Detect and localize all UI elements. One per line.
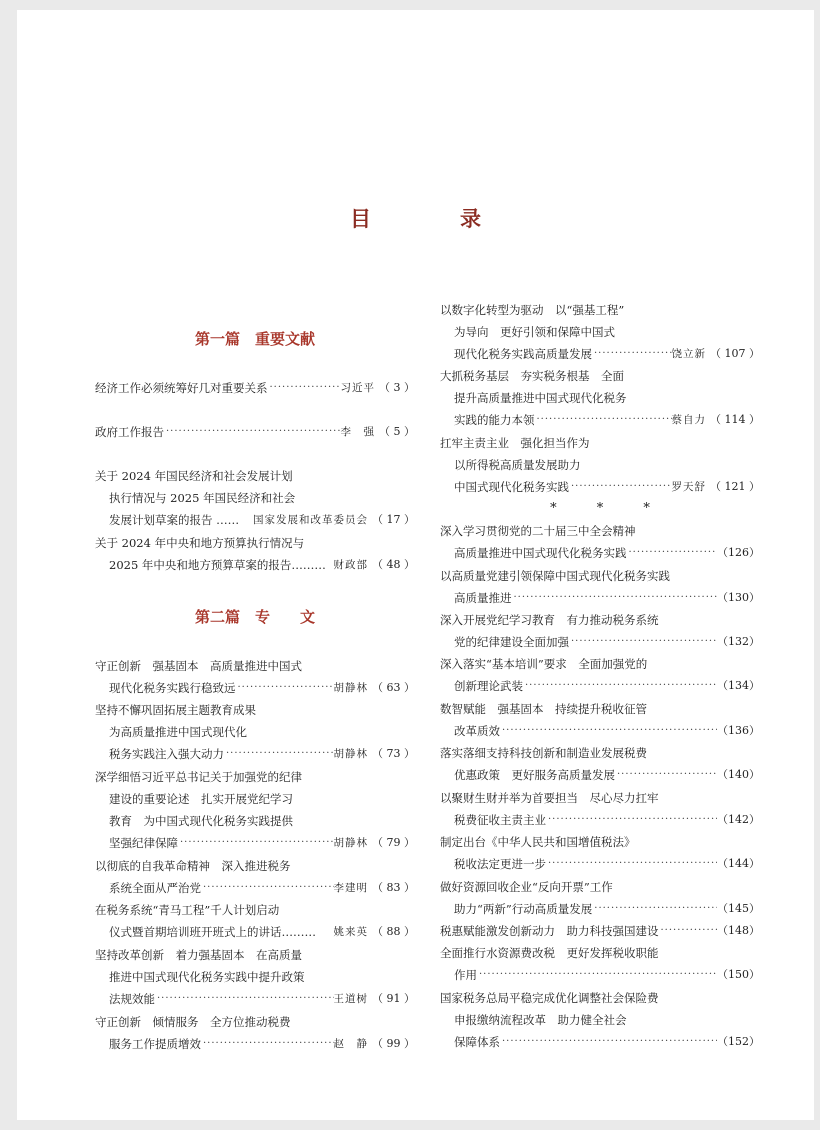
entry-title: 作用 (454, 968, 477, 982)
entry-title: 申报缴纳流程改革 助力健全社会 (454, 1013, 627, 1027)
toc-entry-line[interactable] (95, 900, 415, 920)
entry-title: 以所得税高质量发展助力 (454, 458, 581, 472)
toc-entry-line[interactable] (109, 555, 415, 575)
toc-entry-line[interactable] (109, 833, 415, 853)
entry-title: 关于 2024 年中央和地方预算执行情况与 (95, 536, 305, 550)
entry-title: 守正创新 倾情服务 全方位推动税费 (95, 1015, 291, 1029)
entry-title: 优惠政策 更好服务高质量发展 (454, 768, 615, 782)
entry-title: 数智赋能 强基固本 持续提升税收征管 (440, 702, 647, 716)
toc-entry-line[interactable] (95, 767, 415, 787)
entry-author: 胡静林 (333, 748, 368, 760)
section-heading: 第一篇 重要文献 (194, 330, 315, 348)
entry-title: 建设的重要论述 扎实开展党纪学习 (109, 792, 293, 806)
toc-entry-line[interactable] (440, 988, 760, 1008)
toc-entry-line[interactable] (109, 811, 415, 831)
toc-entry-line[interactable] (95, 856, 415, 876)
entry-title: 税费征收主责主业 (454, 813, 546, 827)
page-title: 目 录 (350, 206, 515, 231)
entry-page: （ 48 ） (372, 558, 415, 571)
entry-title: 坚持不懈巩固拓展主题教育成果 (95, 703, 256, 717)
toc-entry-line[interactable] (95, 700, 415, 720)
entry-page: （152） (717, 1035, 760, 1048)
toc-entry-line[interactable] (440, 788, 760, 808)
toc-entry-line[interactable] (109, 789, 415, 809)
toc-entry-line[interactable] (454, 543, 760, 563)
toc-entry-line[interactable] (454, 588, 760, 608)
entry-title: 创新理论武装 (454, 679, 523, 693)
toc-entry-line[interactable] (454, 854, 760, 874)
entry-title: 高质量推进中国式现代化税务实践 (454, 546, 627, 560)
toc-entry-line[interactable] (454, 322, 760, 342)
entry-page: （ 83 ） (372, 881, 415, 894)
entry-author: 李 强 (340, 426, 375, 438)
entry-title: 经济工作必须统筹好几对重要关系 (95, 381, 268, 395)
toc-entry[interactable] (95, 378, 415, 398)
toc-entry-line[interactable] (109, 722, 415, 742)
entry-title: 2025 年中央和地方预算草案的报告……… (109, 558, 326, 572)
toc-entry-line[interactable] (109, 678, 415, 698)
entry-author: 胡静林 (333, 837, 368, 849)
entry-page: （ 17 ） (372, 513, 415, 526)
toc-entry-line[interactable] (440, 610, 760, 630)
entry-title: 保障体系 (454, 1035, 500, 1049)
section-heading: 第二篇 专 文 (194, 608, 315, 626)
entry-page: （ 3 ） (379, 381, 415, 394)
toc-entry-line[interactable] (440, 433, 760, 453)
entry-title: 税务实践注入强大动力 (109, 747, 224, 761)
toc-entry-line[interactable] (109, 510, 415, 530)
toc-entry-line[interactable] (454, 765, 760, 785)
toc-entry-line[interactable] (440, 832, 760, 852)
toc-entry-line[interactable] (95, 656, 415, 676)
entry-title: 深入学习贯彻党的二十届三中全会精神 (440, 524, 636, 538)
toc-entry-line[interactable] (440, 566, 760, 586)
entry-title: 实践的能力本领 (454, 413, 535, 427)
entry-page: （145） (717, 902, 760, 915)
entry-title: 中国式现代化税务实践 (454, 480, 569, 494)
entry-page: （ 99 ） (372, 1037, 415, 1050)
entry-page: （134） (717, 679, 760, 692)
entry-author: 习近平 (340, 382, 375, 394)
entry-author: 国家发展和改革委员会 (253, 514, 368, 526)
entry-author: 胡静林 (333, 682, 368, 694)
entry-page: （ 5 ） (379, 425, 415, 438)
entry-author: 赵 静 (333, 1038, 368, 1050)
entry-title: 法规效能 (109, 992, 155, 1006)
toc-entry-line[interactable] (454, 1010, 760, 1030)
entry-title: 执行情况与 2025 年国民经济和社会 (109, 491, 296, 505)
entry-title: 高质量推进 (454, 591, 512, 605)
entry-title: 系统全面从严治党 (109, 881, 201, 895)
toc-entry-line[interactable] (454, 721, 760, 741)
separator-stars: * * * (550, 501, 650, 516)
entry-page: （144） (717, 857, 760, 870)
entry-page: （132） (717, 635, 760, 648)
entry-page: （ 91 ） (372, 992, 415, 1005)
entry-title: 在税务系统“青马工程”千人计划启动 (95, 903, 280, 917)
toc-entry-line[interactable] (109, 989, 415, 1009)
entry-title: 服务工作提质增效 (109, 1037, 201, 1051)
entry-title: 政府工作报告 (95, 425, 164, 439)
entry-title: 落实落细支持科技创新和制造业发展税费 (440, 746, 647, 760)
entry-title: 扛牢主责主业 强化担当作为 (440, 436, 590, 450)
entry-page: （150） (717, 968, 760, 981)
toc-entry-line[interactable] (440, 877, 760, 897)
toc-entry-line[interactable] (454, 388, 760, 408)
toc-entry-line[interactable] (454, 455, 760, 475)
entry-title: 提升高质量推进中国式现代化税务 (454, 391, 627, 405)
entry-title: 现代化税务实践行稳致远 (109, 681, 236, 695)
entry-title: 为导向 更好引领和保障中国式 (454, 325, 615, 339)
entry-author: 蔡自力 (671, 414, 706, 426)
entry-title: 税惠赋能激发创新动力 助力科技强国建设 (440, 924, 659, 938)
entry-author: 姚来英 (333, 926, 368, 938)
entry-page: （148） (717, 924, 760, 937)
entry-title: 守正创新 强基固本 高质量推进中国式 (95, 659, 302, 673)
toc-entry-line[interactable] (95, 533, 415, 553)
entry-page: （ 73 ） (372, 747, 415, 760)
toc-entry-line[interactable] (440, 521, 760, 541)
toc-entry-line[interactable] (440, 743, 760, 763)
document-page (17, 10, 814, 1120)
entry-title: 教育 为中国式现代化税务实践提供 (109, 814, 293, 828)
toc-entry-line[interactable] (454, 899, 760, 919)
entry-author: 李建明 (333, 882, 368, 894)
entry-title: 关于 2024 年国民经济和社会发展计划 (95, 469, 293, 483)
toc-entry-line[interactable] (109, 922, 415, 942)
entry-title: 助力“两新”行动高质量发展 (454, 902, 593, 916)
entry-title: 发展计划草案的报告 …… (109, 513, 240, 527)
entry-author: 饶立新 (671, 348, 706, 360)
toc-entry-line[interactable] (454, 676, 760, 696)
entry-title: 以高质量党建引领保障中国式现代化税务实践 (440, 569, 670, 583)
entry-title: 深学细悟习近平总书记关于加强党的纪律 (95, 770, 302, 784)
entry-page: （126） (717, 546, 760, 559)
entry-page: （ 63 ） (372, 681, 415, 694)
entry-title: 以彻底的自我革命精神 深入推进税务 (95, 859, 291, 873)
toc-entry-line[interactable] (454, 632, 760, 652)
entry-title: 国家税务总局平稳完成优化调整社会保险费 (440, 991, 659, 1005)
toc-entry[interactable] (95, 422, 415, 442)
toc-entry-line[interactable] (440, 943, 760, 963)
entry-title: 党的纪律建设全面加强 (454, 635, 569, 649)
entry-title: 坚持改革创新 着力强基固本 在高质量 (95, 948, 302, 962)
entry-title: 推进中国式现代化税务实践中提升政策 (109, 970, 305, 984)
entry-title: 全面推行水资源费改税 更好发挥税收职能 (440, 946, 659, 960)
entry-author: 王道树 (333, 993, 368, 1005)
entry-page: （ 121 ） (710, 480, 760, 493)
entry-page: （140） (717, 768, 760, 781)
entry-title: 以聚财生财并举为首要担当 尽心尽力扛牢 (440, 791, 659, 805)
toc-entry-line[interactable] (454, 410, 760, 430)
entry-author: 财政部 (333, 559, 368, 571)
entry-title: 做好资源回收企业“反向开票”工作 (440, 880, 613, 894)
entry-title: 税收法定更进一步 (454, 857, 546, 871)
entry-page: （ 114 ） (710, 413, 760, 426)
toc-entry-line[interactable] (109, 878, 415, 898)
entry-title: 现代化税务实践高质量发展 (454, 347, 592, 361)
toc-entry-line[interactable] (109, 1034, 415, 1054)
toc-entry-line[interactable] (454, 1032, 760, 1052)
entry-title: 大抓税务基层 夯实税务根基 全面 (440, 369, 624, 383)
entry-page: （142） (717, 813, 760, 826)
entry-page: （ 79 ） (372, 836, 415, 849)
toc-entry-line[interactable] (440, 300, 760, 320)
toc-entry-line[interactable] (454, 344, 760, 364)
toc-entry-line[interactable] (95, 1012, 415, 1032)
entry-title: 深入开展党纪学习教育 有力推动税务系统 (440, 613, 659, 627)
entry-author: 罗天舒 (671, 481, 706, 493)
entry-page: （ 88 ） (372, 925, 415, 938)
toc-entry-line[interactable] (440, 699, 760, 719)
entry-page: （136） (717, 724, 760, 737)
entry-title: 仪式暨首期培训班开班式上的讲话……… (109, 925, 316, 939)
entry-title: 制定出台《中华人民共和国增值税法》 (440, 835, 636, 849)
entry-title: 以数字化转型为驱动 以“强基工程” (440, 303, 625, 317)
toc-entry-line[interactable] (454, 965, 760, 985)
toc-entry-line[interactable] (440, 654, 760, 674)
toc-entry-line[interactable] (109, 967, 415, 987)
toc-entry[interactable] (440, 921, 760, 941)
entry-title: 深入落实“基本培训”要求 全面加强党的 (440, 657, 648, 671)
entry-title: 为高质量推进中国式现代化 (109, 725, 247, 739)
toc-entry-line[interactable] (109, 488, 415, 508)
entry-title: 改革质效 (454, 724, 500, 738)
entry-page: （130） (717, 591, 760, 604)
entry-page: （ 107 ） (710, 347, 760, 360)
entry-title: 坚强纪律保障 (109, 836, 178, 850)
toc-entry-line[interactable] (440, 366, 760, 386)
toc-entry-line[interactable] (454, 477, 760, 497)
toc-entry-line[interactable] (454, 810, 760, 830)
toc-entry-line[interactable] (95, 945, 415, 965)
toc-entry-line[interactable] (109, 744, 415, 764)
toc-entry-line[interactable] (95, 466, 415, 486)
